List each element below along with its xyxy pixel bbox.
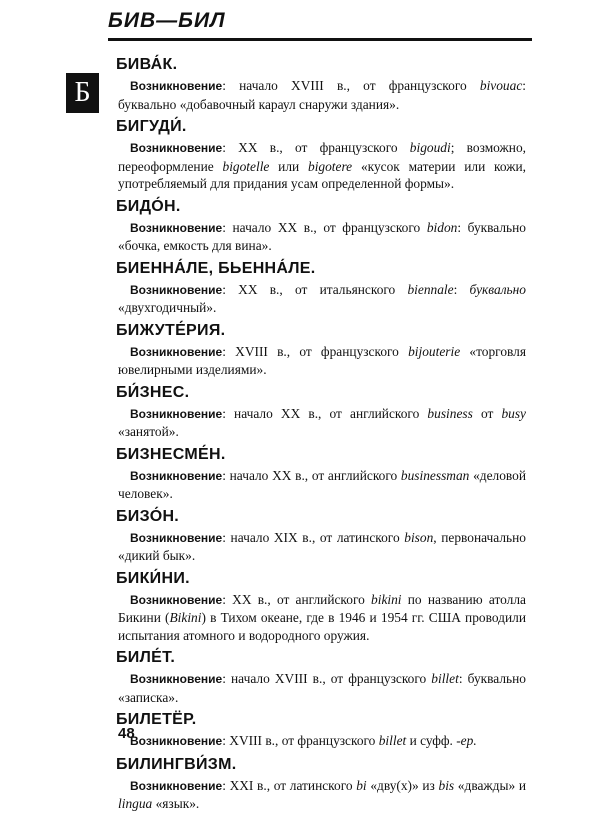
entry-definition: Возникновение: начало XX в., от английского business от busy «занятой». [118, 405, 526, 439]
origin-label: Возникновение [130, 734, 223, 748]
entry-headword: БИЕННА́ЛЕ, БЬЕННА́ЛЕ. [116, 259, 316, 277]
entry-headword: БИЗНЕСМЕ́Н. [116, 445, 226, 463]
entry-definition: Возникновение: XX в., от французского bigoudi; возможно, переоформление bigotelle или bigotere «кусок материи или кожи, употребляемый для придания усам определенной формы». [118, 140, 526, 191]
page-number: 48 [118, 725, 135, 742]
entry-headword: БИКИ́НИ. [116, 569, 190, 587]
entry-definition: Возникновение: XX в., от итальянского biennale: буквально «двухгодичный». [118, 281, 526, 315]
letter-tab: Б [66, 73, 99, 113]
dictionary-entry [118, 444, 526, 503]
entry-headword: БИВА́К. [116, 56, 178, 73]
entry-definition: Возникновение: начало XX в., от французского bidon: буквально «бочка, емкость для вина». [118, 219, 527, 253]
origin-label: Возникновение [130, 778, 223, 793]
source-word: billet [431, 671, 459, 686]
source-word: bi [356, 777, 367, 793]
source-word: busy [501, 405, 526, 421]
dictionary-entry [118, 116, 526, 193]
source-word: lingua [118, 796, 153, 811]
origin-label: Возникновение [130, 468, 223, 483]
dictionary-entry [118, 196, 526, 255]
origin-label: Возникновение [130, 406, 223, 421]
origin-label: Возникновение [130, 141, 223, 155]
entry-headword: БИЛЕТЁР. [116, 711, 197, 728]
dictionary-entry [118, 320, 526, 379]
origin-label: Возникновение [130, 592, 223, 607]
source-word: biennale [407, 281, 454, 297]
source-word: businessman [400, 467, 470, 483]
entry-definition: Возникновение: XVIII в., от французского billet и суфф. -ер. [130, 733, 477, 748]
origin-label: Возникновение [130, 220, 223, 235]
header-rule [108, 38, 532, 41]
origin-label: Возникновение [130, 530, 223, 545]
source-word: Bikini [169, 610, 202, 625]
source-word: -ер. [456, 733, 477, 748]
source-word: bikini [371, 591, 402, 607]
dictionary-entry [118, 258, 526, 317]
source-word: bidon [426, 219, 458, 235]
origin-label: Возникновение [130, 282, 223, 297]
entry-headword: БИЖУТЕ́РИЯ. [116, 321, 226, 339]
dictionary-entry [118, 709, 526, 751]
entry-definition: Возникновение: начало XVIII в., от французского bivouac: буквально «добавочный караул снаружи здания». [118, 78, 526, 112]
source-word: billet [378, 733, 407, 748]
entry-headword: БИГУДИ́. [116, 118, 187, 135]
source-word: bijouterie [408, 343, 461, 359]
source-word: bivouac [479, 78, 523, 93]
dictionary-entry [118, 647, 526, 706]
source-word: bigotere [308, 158, 353, 174]
source-word: bigotelle [222, 158, 270, 174]
entry-headword: БИЛИНГВИ́ЗМ. [116, 755, 237, 773]
dictionary-entry [118, 754, 526, 813]
entry-definition: Возникновение: начало XIX в., от латинского bison, первоначально «дикий бык». [118, 529, 526, 563]
entries-list [118, 54, 526, 816]
running-head: БИВ—БИЛ [108, 9, 226, 32]
entry-headword: БИДО́Н. [116, 197, 181, 215]
entry-headword: БИЗО́Н. [116, 507, 180, 525]
entry-definition: Возникновение: начало XX в., от английского businessman «деловой человек». [118, 467, 526, 501]
entry-definition: Возникновение: XXI в., от латинского bi «дву(х)» из bis «дважды» и lingua «язык». [118, 777, 526, 811]
entry-headword: БИЛЕ́Т. [116, 649, 176, 666]
dictionary-entry [118, 54, 526, 113]
source-word: bison [404, 529, 434, 545]
source-word: business [427, 405, 473, 421]
dictionary-entry [118, 382, 526, 441]
entry-definition: Возникновение: XVIII в., от французского bijouterie «торговля ювелирными изделиями». [118, 343, 526, 377]
dictionary-entry [118, 568, 526, 645]
origin-label: Возникновение [130, 672, 223, 686]
entry-headword: БИ́ЗНЕС. [116, 383, 190, 401]
source-word: буквально [469, 281, 526, 297]
origin-label: Возникновение [130, 79, 223, 93]
entry-definition: Возникновение: начало XVIII в., от французского billet: буквально «записка». [118, 671, 527, 705]
entry-definition: Возникновение: XX в., от английского bikini по названию атолла Бикини (Bikini) в Тихом океане, где в 1946 и 1954 гг. США проводили испытания атомного и водородного оружия. [118, 591, 526, 643]
origin-label: Возникновение [130, 344, 223, 359]
source-word: bigoudi [409, 140, 451, 155]
source-word: bis [438, 777, 455, 793]
dictionary-entry [118, 506, 526, 565]
